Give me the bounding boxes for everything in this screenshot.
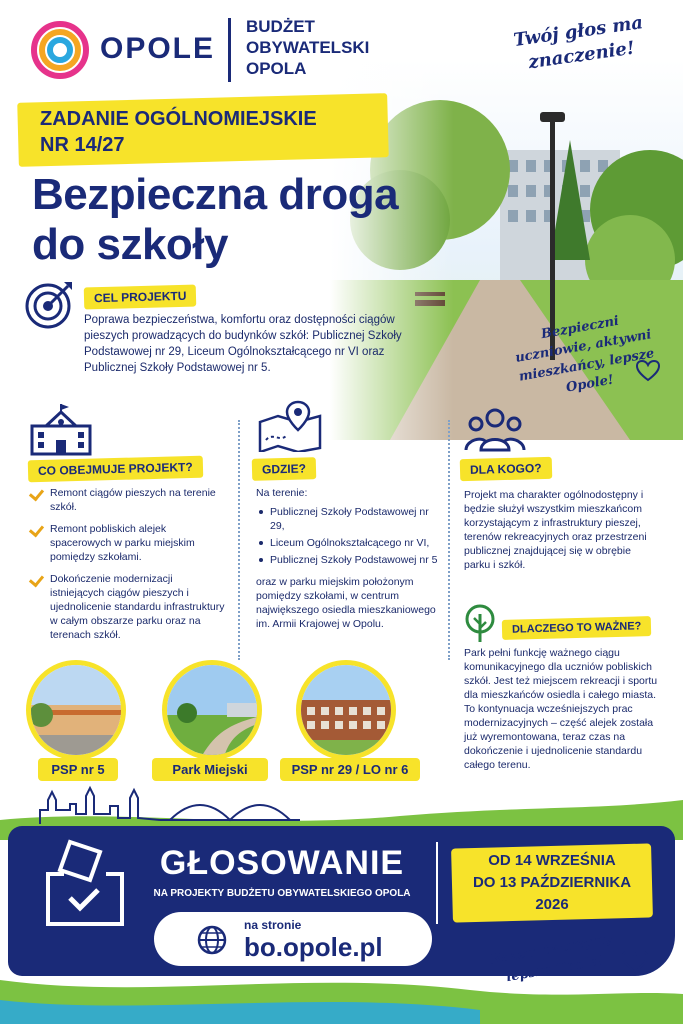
heart-icon xyxy=(622,950,648,974)
heart-icon xyxy=(636,360,660,382)
why-heading: DLACZEGO TO WAŻNE? xyxy=(502,616,652,640)
scope-list xyxy=(32,486,227,650)
for-whom-heading: DLA KOGO? xyxy=(460,457,552,481)
header-divider xyxy=(228,18,231,82)
budget-title xyxy=(246,16,369,79)
voting-divider xyxy=(436,842,438,924)
where-content xyxy=(256,486,446,631)
page-title xyxy=(32,170,398,270)
goal-heading: CEL PROJEKTU xyxy=(84,285,197,310)
column-divider xyxy=(238,420,240,660)
page-title-line-2: do szkoły xyxy=(32,220,228,269)
voting-dates xyxy=(452,850,652,916)
school-icon xyxy=(28,404,94,456)
task-tag-text xyxy=(40,106,317,158)
voting-dates-line-3: 2026 xyxy=(535,896,569,913)
column-divider xyxy=(448,420,450,660)
voting-dates-line-2: DO 13 PAŹDZIERNIKA xyxy=(472,874,632,891)
budget-line-2: OBYWATELSKI xyxy=(246,38,370,57)
photo-park xyxy=(162,660,262,760)
where-heading: GDZIE? xyxy=(252,457,317,481)
place-label: PSP nr 29 / LO nr 6 xyxy=(280,758,420,781)
opole-logo-icon xyxy=(30,20,90,80)
scope-item: Dokończenie modernizacji istniejących ciągów pieszych i ujednolicenie standardu infrastruktury w całym obszarze parku oraz na terenach szkół. xyxy=(32,572,227,642)
goal-text: Poprawa bezpieczeństwa, komfortu oraz dostępności ciągów pieszych prowadzących do budynków szkół: Publicznej Szkoły Podstawowej nr 29, Liceum Ogólnokształcącego nr VI oraz Publicznej Szkoły Podstawowej nr 5. xyxy=(84,314,402,374)
photo-psp5 xyxy=(26,660,126,760)
voting-subtitle: NA PROJEKTY BUDŻETU OBYWATELSKIEGO OPOLA xyxy=(153,888,411,899)
place-label: PSP nr 5 xyxy=(38,758,118,781)
task-tag-line-2: NR 14/27 xyxy=(40,134,125,156)
task-tag-line-1: ZADANIE OGÓLNOMIEJSKIE xyxy=(40,108,317,130)
map-pin-icon xyxy=(258,400,322,452)
where-intro: Na terenie: xyxy=(256,487,308,499)
footer-note: Razem tworzymy lepsze Opole! xyxy=(489,931,613,986)
voting-dates-line-1: OD 14 WRZEŚNIA xyxy=(488,852,616,869)
page-title-line-1: Bezpieczna droga xyxy=(32,170,399,219)
slogan: Twój głos ma znaczenie! xyxy=(512,12,645,74)
tree-icon xyxy=(462,604,498,644)
place-label: Park Miejski xyxy=(152,758,268,781)
where-item: Publicznej Szkoły Podstawowej nr 5 xyxy=(256,553,446,567)
side-note: Bezpieczni uczniowie, aktywni mieszkańcy, lepsze Opole! xyxy=(514,313,656,396)
people-icon xyxy=(464,406,526,452)
where-item: Liceum Ogólnokształcącego nr VI, xyxy=(256,536,446,550)
target-icon xyxy=(24,278,76,330)
why-text: Park pełni funkcję ważnego ciągu komunikacyjnego dla uczniów pobliskich szkół. Jest też miejscem rekreacji i sportu dla mieszkańców osiedla i całego miasta. To kontynuacja wcześniejszych prac modernizacyjnych – część alejek została już wyremontowana, teraz czas na dokończenie i ujednolicenie standardu całego terenu. xyxy=(464,647,658,771)
globe-icon xyxy=(196,924,228,956)
voting-title: GŁOSOWANIE xyxy=(159,844,405,882)
scope-item: Remont pobliskich alejek spacerowych w parku miejskim pomiędzy szkołami. xyxy=(32,522,227,564)
budget-line-3: OPOLA xyxy=(246,59,307,78)
for-whom-text: Projekt ma charakter ogólnodostępny i będzie służył wszystkim mieszkańcom korzystającym z infrastruktury pieszej, terenów rekreacyjnych oraz przestrzeni publicznej znajdującej się w obrębie parku i szkół. xyxy=(464,489,647,571)
where-item: Publicznej Szkoły Podstawowej nr 29, xyxy=(256,505,446,533)
scope-item: Remont ciągów pieszych na terenie szkół. xyxy=(32,486,227,514)
budget-line-1: BUDŻET xyxy=(246,17,315,36)
photo-psp29-lo6 xyxy=(296,660,396,760)
website-prefix: na stronie xyxy=(244,918,302,932)
city-name: OPOLE xyxy=(100,32,216,65)
website-link[interactable]: bo.opole.pl xyxy=(244,932,383,962)
where-list xyxy=(256,505,446,567)
where-outro: oraz w parku miejskim położonym pomiędzy szkołami, w centrum największego osiedla mieszkaniowego im. Armii Krajowej w Opolu. xyxy=(256,576,436,630)
ballot-box-icon xyxy=(40,838,130,928)
scope-heading: CO OBEJMUJE PROJEKT? xyxy=(28,456,203,483)
